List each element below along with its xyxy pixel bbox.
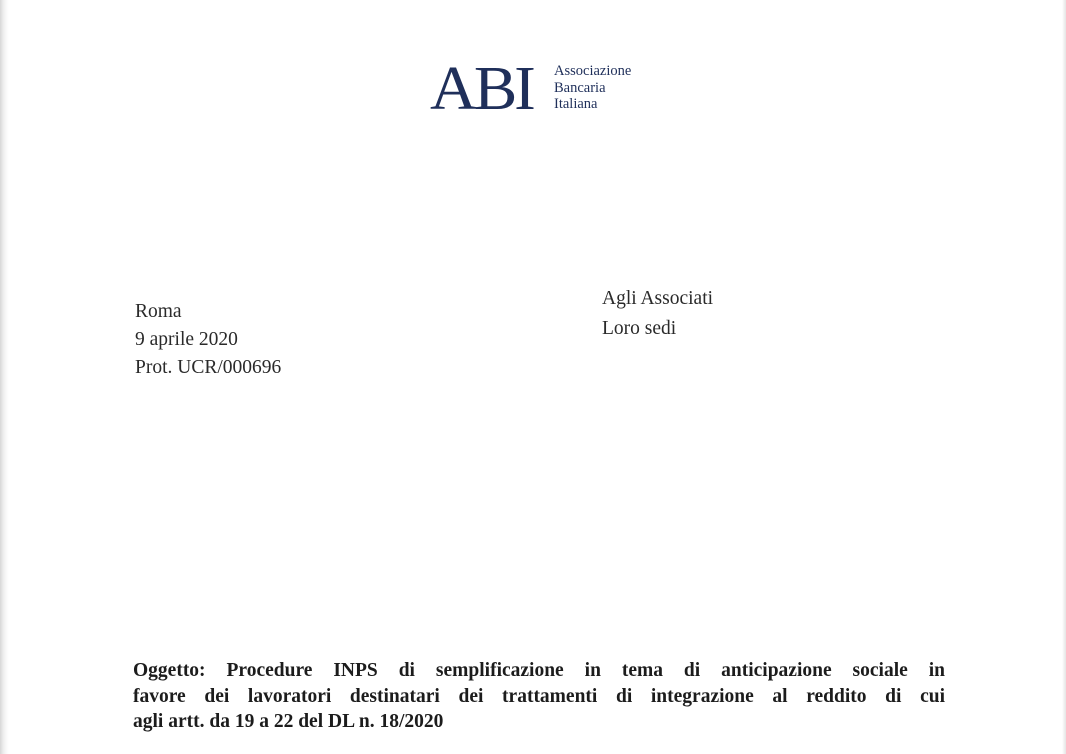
abi-logo xyxy=(430,55,660,123)
recipient-block xyxy=(602,284,713,344)
sender-date: 9 aprile 2020 xyxy=(135,329,238,350)
subject-line-1: Oggetto: Procedure INPS di semplificazione in tema di anticipazione sociale in xyxy=(133,660,945,681)
page-edge-shadow xyxy=(0,0,9,754)
logo-line-italiana: Italiana xyxy=(554,96,598,112)
sender-protocol: Prot. UCR/000696 xyxy=(135,357,282,378)
logo-line-associazione: Associazione xyxy=(554,63,632,79)
subject-line-3: agli artt. da 19 a 22 del DL n. 18/2020 xyxy=(133,711,444,732)
subject-line-2: favore dei lavoratori destinatari dei trattamenti di integrazione al reddito di cui xyxy=(133,685,945,707)
recipient-line-1: Agli Associati xyxy=(602,288,714,309)
page-right-edge xyxy=(1062,0,1066,754)
subject-paragraph xyxy=(133,658,945,735)
logo-line-bancaria: Bancaria xyxy=(554,79,606,96)
recipient-line-2: Loro sedi xyxy=(602,318,677,339)
sender-city: Roma xyxy=(135,301,182,322)
logo-wordmark xyxy=(554,63,631,113)
sender-block xyxy=(135,298,281,382)
logo-mark: ABI xyxy=(430,55,533,123)
